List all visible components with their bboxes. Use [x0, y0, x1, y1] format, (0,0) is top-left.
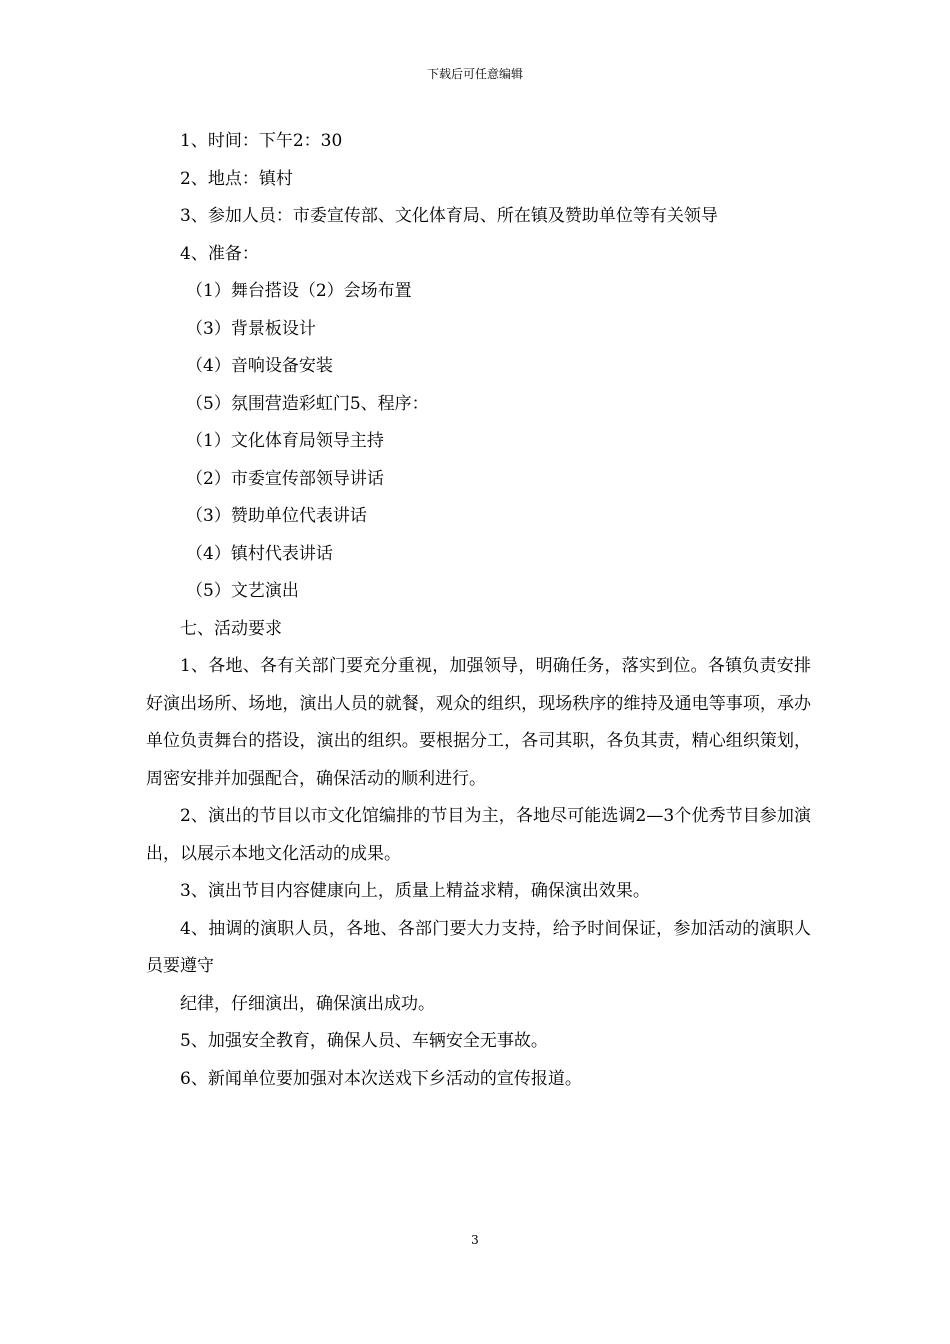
program-speech-sponsor: （3）赞助单位代表讲话: [186, 506, 367, 526]
section-heading-requirements: 七、活动要求: [180, 618, 282, 639]
program-speech-propaganda: （2）市委宣传部领导讲话: [186, 468, 384, 489]
requirement-paragraph-3: 3、演出节目内容健康向上，质量上精益求精，确保演出效果。: [180, 881, 650, 901]
program-speech-village: （4）镇村代表讲话: [186, 543, 333, 564]
item-location: 2、地点：镇村: [180, 168, 293, 189]
item-preparation: 4、准备：: [180, 243, 259, 264]
program-host: （1）文化体育局领导主持: [186, 431, 384, 451]
program-performance: （5）文艺演出: [186, 581, 299, 601]
requirement-paragraph-4: 4、抽调的演职人员，各地、各部门要大力支持，给予时间保证，参加活动的演职人员要遵守: [146, 918, 811, 976]
item-time: 1、时间：下午2：30: [180, 131, 343, 151]
prep-backdrop: （3）背景板设计: [186, 318, 316, 339]
requirement-6: 6、新闻单位要加强对本次送戏下乡活动的宣传报道。: [180, 1068, 582, 1089]
document-body: [146, 123, 811, 1098]
requirement-paragraph-2: 2、演出的节目以市文化馆编排的节目为主，各地尽可能选调2—3个优秀节目参加演出，以展示本地文化活动的成果。: [146, 806, 811, 864]
item-attendees: 3、参加人员：市委宣传部、文化体育局、所在镇及赞助单位等有关领导: [180, 206, 718, 226]
prep-stage-venue: （1）舞台搭设（2）会场布置: [186, 281, 412, 301]
prep-atmosphere-program: （5）氛围营造彩虹门5、程序：: [186, 393, 429, 414]
prep-audio: （4）音响设备安装: [186, 356, 333, 376]
requirement-4-continued: 纪律，仔细演出，确保演出成功。: [180, 993, 435, 1014]
page-header: 下载后可任意编辑: [426, 67, 523, 81]
page-number: 3: [471, 1233, 479, 1247]
requirement-5: 5、加强安全教育，确保人员、车辆安全无事故。: [180, 1031, 548, 1051]
requirement-paragraph-1: 1、各地、各有关部门要充分重视，加强领导，明确任务，落实到位。各镇负责安排好演出场所、场地，演出人员的就餐，观众的组织，现场秩序的维持及通电等事项，承办单位负责舞台的搭设，演出的组织。要根据分工，各司其职，各负其责，精心组织策划，周密安排并加强配合，确保活动的顺利进行。: [146, 656, 811, 789]
